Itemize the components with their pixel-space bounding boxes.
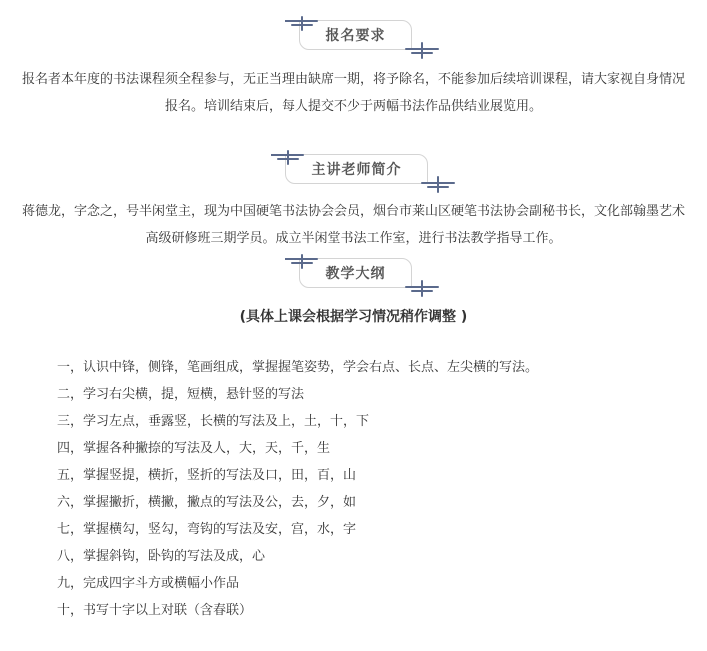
syllabus-item: 二，学习右尖横，提，短横，悬针竖的写法 — [57, 387, 305, 402]
syllabus-item: 七，掌握横勾，竖勾，弯钩的写法及安，宫，水，字 — [57, 522, 357, 537]
decorative-lines-icon — [271, 150, 456, 194]
section-title-teacher: 主讲老师简介 — [285, 154, 428, 184]
syllabus-item: 四，掌握各种撇捺的写法及人，大，天，千，生 — [57, 441, 331, 456]
syllabus-item: 九，完成四字斗方或横幅小作品 — [57, 576, 240, 591]
syllabus-item: 十，书写十字以上对联（含春联） — [57, 603, 253, 618]
section-header-syllabus — [285, 254, 440, 298]
section-header-teacher — [271, 150, 456, 194]
syllabus-item: 八，掌握斜钩，卧钩的写法及成，心 — [57, 549, 266, 564]
decorative-lines-icon — [285, 16, 440, 60]
syllabus-item: 一，认识中锋，侧锋，笔画组成，掌握握笔姿势，学会右点、长点、左尖横的写法。 — [57, 360, 539, 375]
syllabus-item: 六，掌握撇折，横撇，撇点的写法及公，去，夕，如 — [57, 495, 357, 510]
syllabus-list — [57, 354, 538, 624]
section-title-requirements: 报名要求 — [299, 20, 412, 50]
syllabus-note: (具体上课会根据学习情况稍作调整 ) — [239, 309, 468, 325]
requirements-text: 报名者本年度的书法课程须全程参与，无正当理由缺席一期，将予除名，不能参加后续培训课程，请大家视自身情况报名。培训结束后，每人提交不少于两幅书法作品供结业展览用。 — [22, 72, 686, 114]
section-header-requirements — [285, 16, 440, 60]
section-title-syllabus: 教学大纲 — [299, 258, 412, 288]
syllabus-item: 三，学习左点，垂露竖，长横的写法及上，土，十，下 — [57, 414, 370, 429]
teacher-text: 蒋德龙，字念之，号半闲堂主，现为中国硬笔书法协会会员，烟台市莱山区硬笔书法协会副秘书长，文化部翰墨艺术高级研修班三期学员。成立半闲堂书法工作室，进行书法教学指导工作。 — [22, 204, 686, 246]
syllabus-item: 五，掌握竖提，横折，竖折的写法及口，田，百，山 — [57, 468, 357, 483]
decorative-lines-icon — [285, 254, 440, 298]
